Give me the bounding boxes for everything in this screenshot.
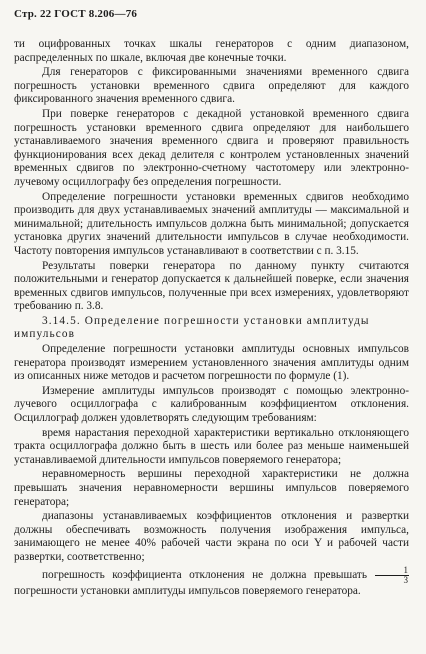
text-run: погрешность коэффициента отклонения не должна превышать: [42, 568, 375, 581]
paragraph: Определение погрешности установки временных сдвигов необходимо производить для двух устанавливаемых значений амплитуды — максимальной и минимальной; длительность импульсов должна быть минимальной; допускается установка других значений длительности импульсов в случае необходимости. Частоту повторения импульсов устанавливают в соответствии с п. 3.15.: [14, 190, 409, 257]
fraction-denominator: 3: [403, 574, 408, 585]
requirement-item-last: [14, 566, 409, 599]
paragraph: Для генераторов с фиксированными значениями временного сдвига погрешность установки временного сдвига определяют для каждого фиксированного значения временного сдвига.: [14, 66, 409, 106]
paragraph: При поверке генераторов с декадной установкой временного сдвига погрешность установки временного сдвига определяют для наибольшего устанавливаемого значения временного сдвига и проверяют правильность функционирования всех декад делителя с контролем установленных значений временных сдвигов по электронно-счетному частотомеру или электронно-лучевому осциллографу без определения погрешности.: [14, 107, 409, 188]
paragraph-continuation: ти оцифрованных точках шкалы генераторов с одним диапазоном, распределенных по шкале, включая две конечные точки.: [14, 38, 409, 64]
text-run: погрешности установки амплитуды импульсов поверяемого генератора.: [14, 584, 361, 597]
document-body: [14, 38, 409, 599]
requirement-item: диапазоны устанавливаемых коэффициентов отклонения и развертки должны обеспечивать возможность получения изображения импульса, занимающего не менее 40% рабочей части экрана по оси Y и рабочей части развертки, соответственно;: [14, 510, 409, 563]
requirement-item: неравномерность вершины переходной характеристики не должна превышать значения неравномерности вершины импульсов поверяемого генератора;: [14, 468, 409, 508]
section-heading: 3.14.5. Определение погрешности установки амплитуды импульсов: [14, 314, 370, 341]
paragraph: Результаты поверки генератора по данному пункту считаются положительными и генератор допускается к дальнейшей поверке, если значения временных сдвигов импульсов, полученные при всех измерениях, удовлетворяют требованию п. 3.8.: [14, 259, 409, 313]
page-header: Стр. 22 ГОСТ 8.206—76: [14, 8, 138, 20]
fraction-numerator: 1: [375, 566, 410, 576]
paragraph: Измерение амплитуды импульсов производят с помощью электронно-лучевого осциллографа с калиброванным коэффициентом отклонения. Осциллограф должен удовлетворять следующим требованиям:: [14, 384, 409, 425]
requirement-item: время нарастания переходной характеристики вертикально отклоняющего тракта осциллографа должно быть в шесть или более раз меньше наименьшей устанавливаемой длительности импульсов поверяемого генератора;: [14, 426, 409, 466]
fraction: [375, 566, 410, 585]
paragraph: Определение погрешности установки амплитуды основных импульсов генератора производят измерением установленного значения амплитуды одним из описанных ниже методов и расчетом погрешности по формуле (1).: [14, 343, 409, 383]
